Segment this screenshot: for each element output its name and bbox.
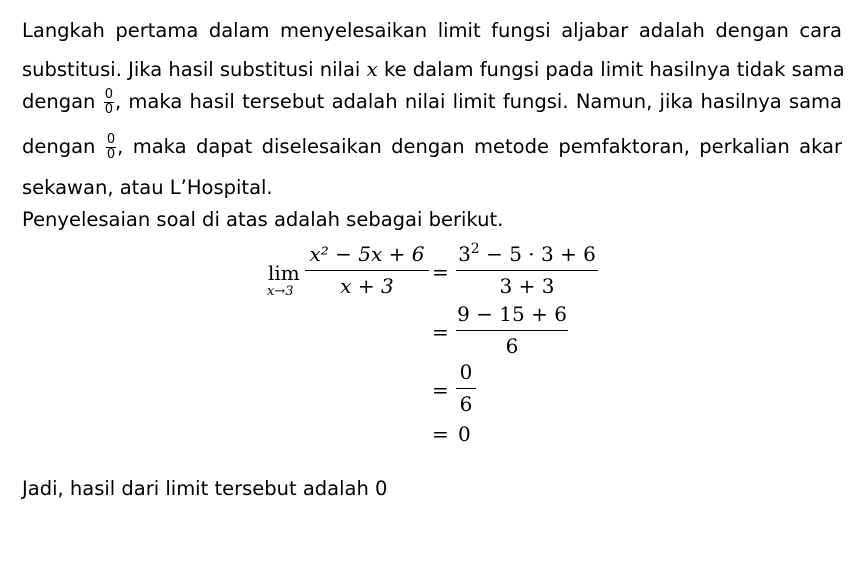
paragraph-line-4 — [22, 133, 842, 162]
step3-denominator: 6 — [459, 392, 473, 416]
step2-fraction — [456, 302, 568, 358]
inline-fraction-numerator: 0 — [106, 132, 116, 147]
equals-sign-3: = — [432, 378, 449, 402]
step1-numerator — [456, 242, 598, 266]
paragraph-line-4-a: dengan — [22, 135, 96, 158]
step1-base: 3 — [458, 242, 471, 266]
step2-denominator: 6 — [505, 334, 519, 358]
lhs-denominator: x + 3 — [340, 274, 394, 298]
paragraph-line-2-b: ke dalam fungsi pada limit hasilnya tidak sama — [377, 58, 845, 81]
inline-fraction-zero-over-zero — [106, 133, 116, 162]
paragraph-line-5: sekawan, atau L’Hospital. — [22, 176, 273, 199]
step3-fraction — [456, 360, 476, 416]
equals-sign-4: = — [432, 422, 449, 446]
variable-x: x — [366, 57, 378, 81]
paragraph-line-1: Langkah pertama dalam menyelesaikan limit fungsi aljabar adalah dengan cara — [22, 19, 842, 42]
paragraph-line-2 — [22, 57, 845, 81]
intro-text: Penyelesaian soal di atas adalah sebagai berikut. — [22, 208, 504, 231]
paragraph-line-3-b: , maka hasil tersebut adalah nilai limit fungsi. Namun, jika hasilnya sama — [114, 90, 842, 113]
inline-fraction-numerator: 0 — [104, 87, 113, 102]
fraction-bar — [456, 330, 568, 331]
step1-rest: − 5 · 3 + 6 — [479, 242, 596, 266]
inline-fraction-zero-over-zero — [104, 88, 114, 117]
equals-sign-2: = — [432, 320, 449, 344]
inline-fraction-denominator: 0 — [104, 102, 113, 117]
lhs-numerator: x² − 5x + 6 — [309, 242, 425, 266]
step1-fraction — [456, 242, 598, 298]
step3-numerator: 0 — [459, 360, 473, 384]
fraction-bar — [305, 270, 429, 271]
step1-exponent: 2 — [470, 241, 480, 257]
paragraph-line-3-a: dengan — [22, 90, 96, 113]
fraction-bar — [456, 388, 476, 389]
paragraph-line-4-b: , maka dapat diselesaikan dengan metode pemfaktoran, perkalian akar — [117, 135, 843, 158]
conclusion-text: Jadi, hasil dari limit tersebut adalah 0 — [22, 477, 388, 500]
lhs-fraction — [305, 242, 429, 298]
step2-numerator: 9 − 15 + 6 — [457, 302, 567, 326]
lim-operator: lim — [268, 261, 300, 285]
inline-fraction-denominator: 0 — [106, 147, 116, 162]
equals-sign-1: = — [432, 260, 449, 284]
paragraph-line-2-a: substitusi. Jika hasil substitusi nilai — [22, 58, 367, 81]
fraction-bar — [456, 270, 598, 271]
step4-result: 0 — [458, 422, 471, 446]
lim-subscript: x→3 — [267, 284, 294, 299]
step1-denominator: 3 + 3 — [499, 274, 555, 298]
paragraph-line-3 — [22, 88, 842, 117]
